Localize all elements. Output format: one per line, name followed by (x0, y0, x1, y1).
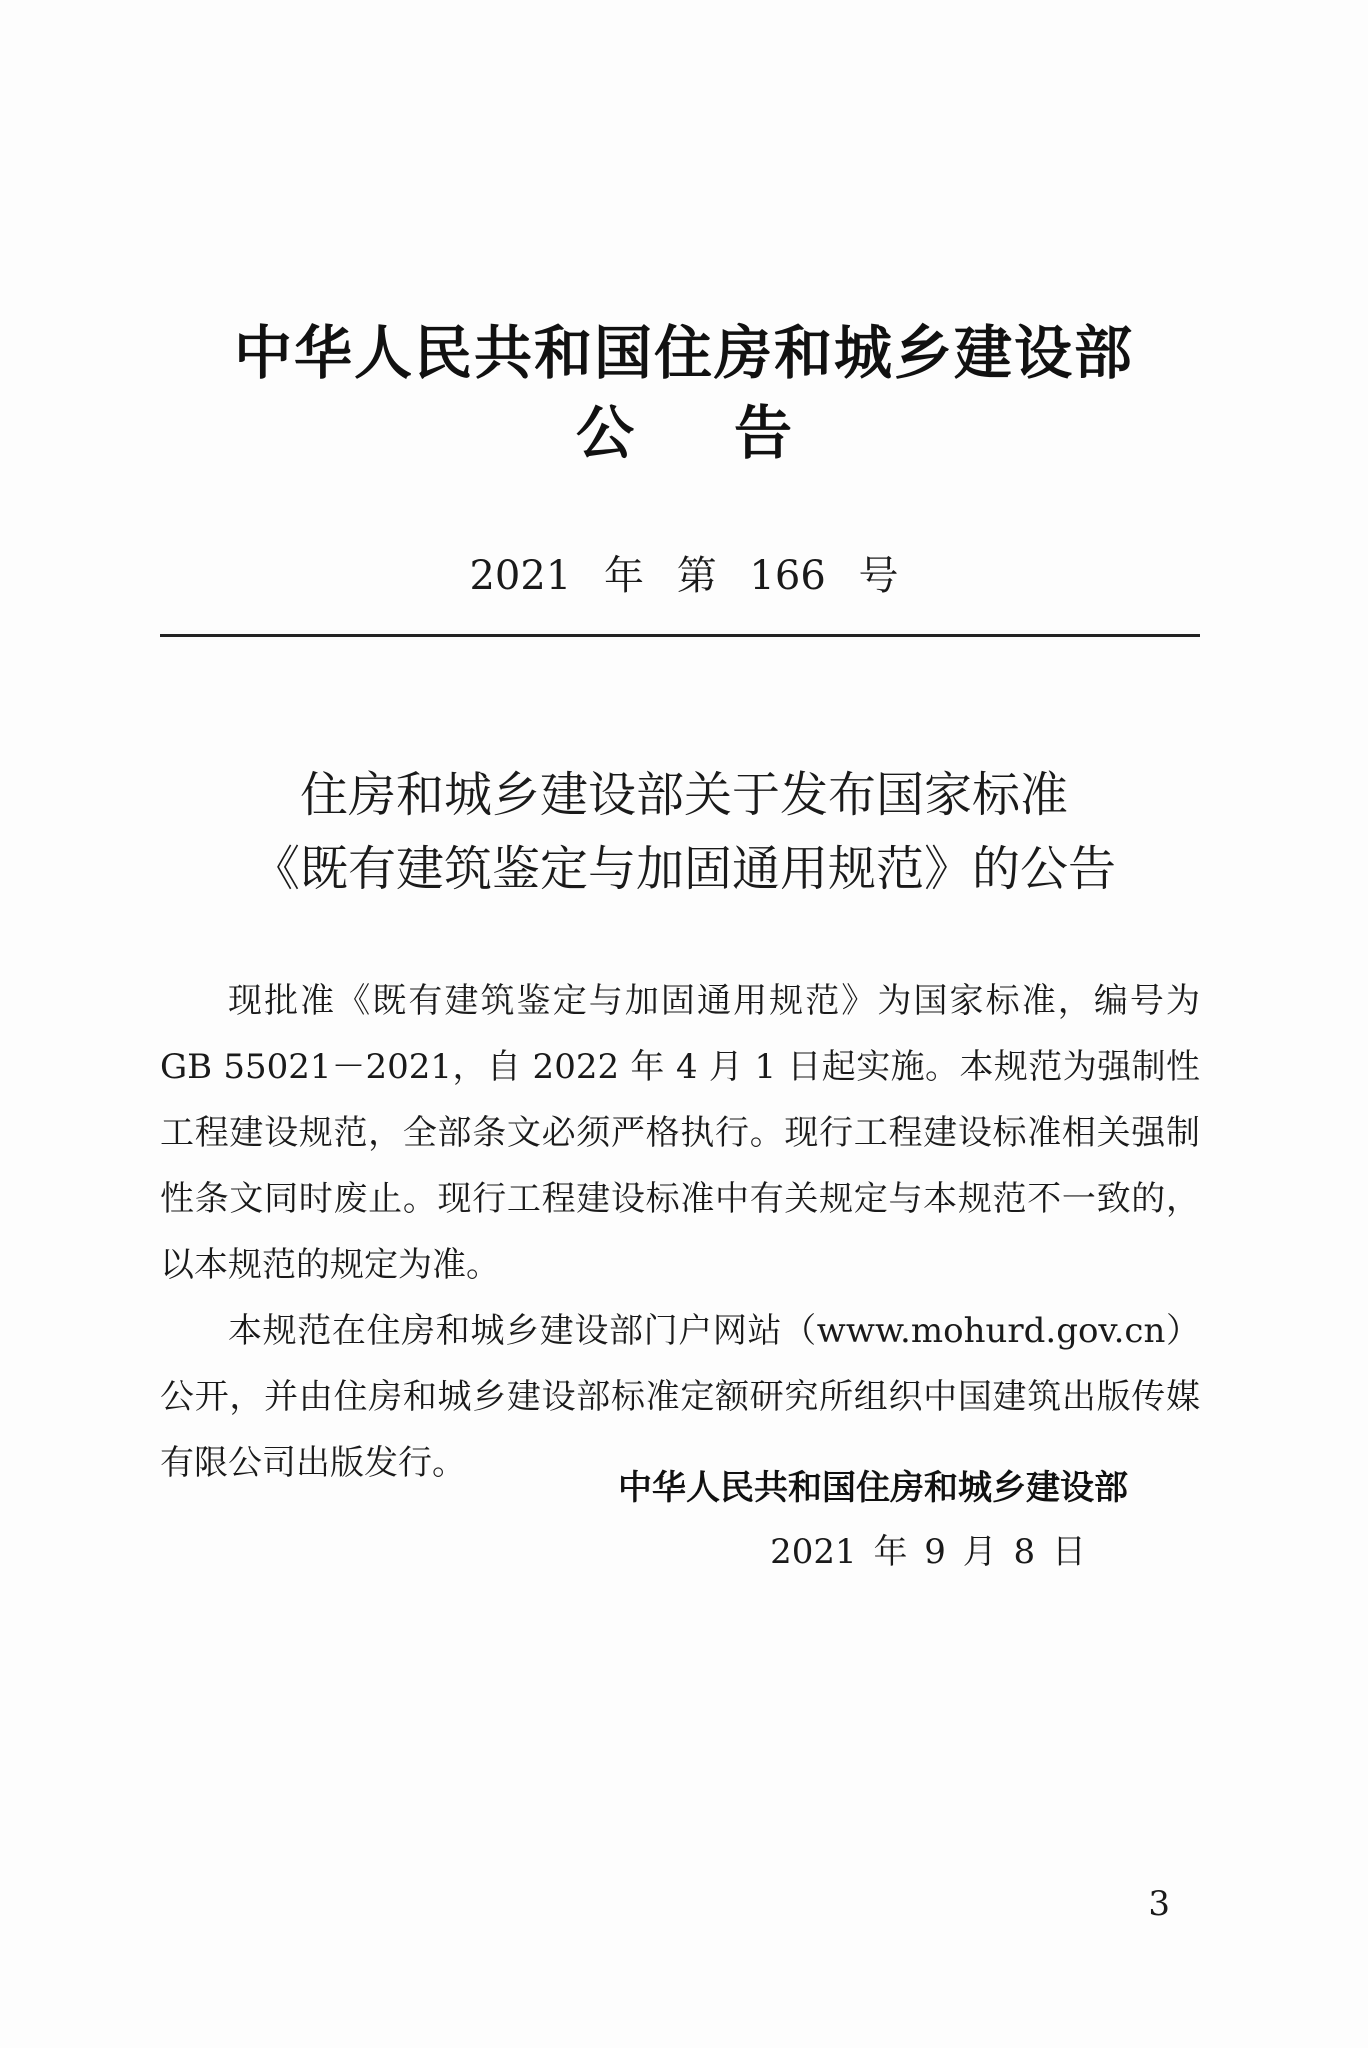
page-number: 3 (1148, 1884, 1170, 1924)
body-paragraph-1: 现批准《既有建筑鉴定与加固通用规范》为国家标准，编号为 GB 55021－2021，自 2022 年 4 月 1 日起实施。本规范为强制性工程建设规范，全部条文必须严格执行。现行工程建设标准相关强制性条文同时废止。现行工程建设标准中有关规定与本规范不一致的，以本规范的规定为准。 (160, 981, 1200, 1285)
signature-issuer: 中华人民共和国住房和城乡建设部 (618, 1468, 1128, 1508)
issuer-title: 中华人民共和国住房和城乡建设部 (233, 319, 1134, 387)
notice-heading: 公告 (575, 399, 892, 467)
signature-date: 2021 年 9 月 8 日 (770, 1532, 1086, 1572)
announcement-body (160, 968, 1200, 1496)
announcement-title (0, 758, 1368, 906)
document-number: 2021 年 第 166 号 (469, 553, 899, 599)
header-divider (160, 634, 1200, 637)
announcement-title-line-2: 《既有建筑鉴定与加固通用规范》的公告 (251, 841, 1116, 897)
body-paragraph-2: 本规范在住房和城乡建设部门户网站（www.mohurd.gov.cn）公开，并由住房和城乡建设部标准定额研究所组织中国建筑出版传媒有限公司出版发行。 (160, 1311, 1200, 1483)
announcement-title-line-1: 住房和城乡建设部关于发布国家标准 (299, 767, 1068, 823)
